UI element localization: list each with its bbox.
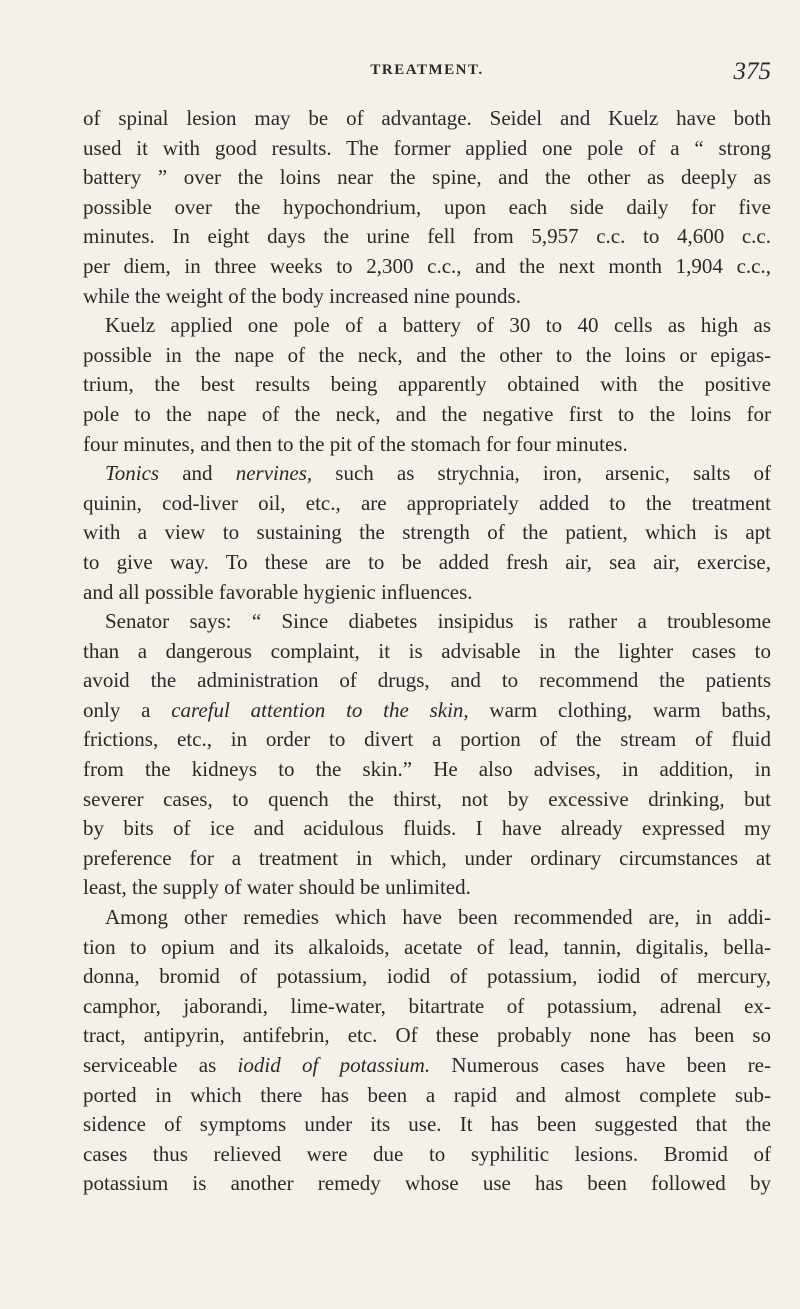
text-line (83, 400, 771, 430)
text-segment: than a dangerous complaint, it is advisable in the lighter cases to (83, 638, 771, 663)
text-segment: battery ” over the loins near the spine, and the other as deeply as (83, 165, 771, 190)
text-segment: cases thus relieved were due to syphilitic lesions. Bromid of (83, 1141, 771, 1166)
text-segment: avoid the administration of drugs, and to recommend the patients (83, 668, 771, 693)
text-segment: quinin, cod-liver oil, etc., are appropriately added to the treatment (83, 490, 771, 515)
text-segment: least, the supply of water should be unlimited. (83, 875, 471, 900)
text-line (83, 903, 771, 933)
text-line (83, 1021, 771, 1051)
text-line (83, 1051, 771, 1081)
text-segment: and (159, 461, 236, 486)
text-segment: to give way. To these are to be added fresh air, sea air, exercise, (83, 549, 771, 574)
text-line (83, 725, 771, 755)
text-segment: frictions, etc., in order to divert a portion of the stream of fluid (83, 727, 771, 752)
text-line (83, 814, 771, 844)
text-segment: used it with good results. The former applied one pole of a “ strong (83, 135, 771, 160)
text-segment: Numerous cases have been re- (430, 1053, 771, 1077)
text-line (83, 163, 771, 193)
text-segment: pole to the nape of the neck, and the negative first to the loins for (83, 401, 771, 426)
text-line (83, 933, 771, 963)
text-segment: from the kidneys to the skin.” He also advises, in addition, in (83, 757, 771, 782)
text-segment: by bits of ice and acidulous fluids. I have already expressed my (83, 816, 771, 841)
text-line (83, 341, 771, 371)
text-line (83, 104, 771, 134)
italic-text: nervines, (235, 461, 313, 486)
page-number: 375 (733, 58, 771, 85)
text-line (83, 844, 771, 874)
italic-text: careful attention to the skin, (171, 697, 469, 722)
text-line (83, 637, 771, 667)
text-line (83, 578, 771, 608)
text-segment: of spinal lesion may be of advantage. Seidel and Kuelz have both (83, 106, 771, 130)
text-line (83, 489, 771, 519)
text-line (83, 1081, 771, 1111)
text-segment: and all possible favorable hygienic influences. (83, 579, 473, 604)
text-line (83, 252, 771, 282)
text-segment: camphor, jaborandi, lime-water, bitartrate of potassium, adrenal ex- (83, 993, 771, 1018)
text-segment: while the weight of the body increased nine pounds. (83, 283, 521, 308)
text-segment: possible in the nape of the neck, and the other to the loins or epigas- (83, 342, 771, 367)
text-line (83, 962, 771, 992)
text-segment: possible over the hypochondrium, upon each side daily for five (83, 194, 771, 219)
text-segment: severer cases, to quench the thirst, not by excessive drinking, but (83, 786, 771, 811)
text-segment: potassium is another remedy whose use has been followed by (83, 1171, 771, 1196)
text-line (83, 193, 771, 223)
text-segment: serviceable as (83, 1053, 238, 1077)
running-head-title: TREATMENT. (370, 62, 484, 78)
running-head (83, 58, 771, 98)
text-segment: Kuelz applied one pole of a battery of 30 to 40 cells as high as (105, 313, 771, 338)
text-segment: donna, bromid of potassium, iodid of potassium, iodid of mercury, (83, 964, 771, 989)
text-segment: Senator says: “ Since diabetes insipidus is rather a troublesome (105, 609, 771, 634)
text-segment: Among other remedies which have been recommended are, in addi- (105, 905, 771, 930)
text-line (83, 607, 771, 637)
body-text (83, 104, 771, 1199)
text-segment: per diem, in three weeks to 2,300 c.c., and the next month 1,904 c.c., (83, 253, 771, 278)
text-segment: minutes. In eight days the urine fell from 5,957 c.c. to 4,600 c.c. (83, 224, 771, 249)
text-line (83, 696, 771, 726)
italic-text: iodid of potassium. (237, 1053, 431, 1077)
text-segment: warm clothing, warm baths, (468, 697, 772, 722)
text-line (83, 873, 771, 903)
text-line (83, 311, 771, 341)
text-segment: preference for a treatment in which, under ordinary circumstances at (83, 845, 771, 870)
text-segment: such as strychnia, iron, arsenic, salts of (312, 461, 771, 486)
text-segment: with a view to sustaining the strength of the patient, which is apt (83, 520, 771, 545)
text-segment: tion to opium and its alkaloids, acetate of lead, tannin, digitalis, bella- (83, 934, 771, 959)
text-line (83, 1140, 771, 1170)
text-line (83, 992, 771, 1022)
text-line (83, 1110, 771, 1140)
text-line (83, 666, 771, 696)
text-line (83, 518, 771, 548)
text-line (83, 134, 771, 164)
text-line (83, 548, 771, 578)
text-segment: ported in which there has been a rapid and almost complete sub- (83, 1082, 771, 1107)
text-line (83, 785, 771, 815)
text-segment: sidence of symptoms under its use. It has been suggested that the (83, 1112, 771, 1137)
text-line (83, 282, 771, 312)
text-line (83, 430, 771, 460)
text-segment: only a (83, 697, 172, 722)
text-segment: trium, the best results being apparently obtained with the positive (83, 372, 771, 397)
text-segment: four minutes, and then to the pit of the stomach for four minutes. (83, 431, 628, 456)
text-line (83, 222, 771, 252)
text-line (83, 755, 771, 785)
italic-text: Tonics (105, 461, 160, 486)
text-segment: tract, antipyrin, antifebrin, etc. Of these probably none has been so (83, 1023, 771, 1048)
text-line (83, 370, 771, 400)
text-line (83, 1169, 771, 1199)
text-line (83, 459, 771, 489)
